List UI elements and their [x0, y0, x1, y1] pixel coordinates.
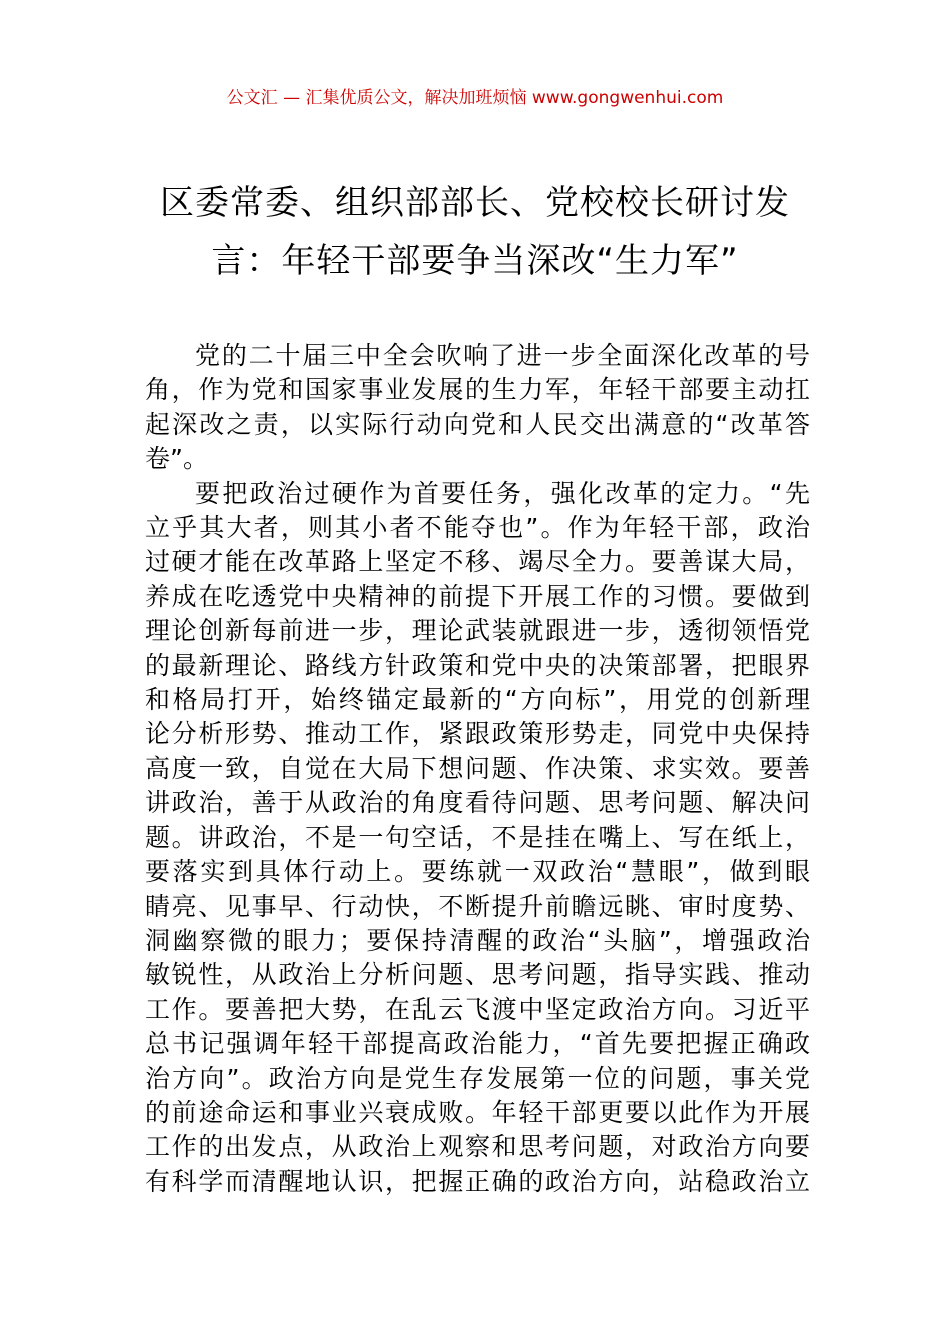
text-line: 高度一致，自觉在大局下想问题、作决策、求实效。要善 — [145, 753, 810, 783]
text-line: 治方向”。政治方向是党生存发展第一位的问题，事关党 — [145, 1063, 810, 1093]
text-line: 洞幽察微的眼力；要保持清醒的政治“头脑”，增强政治 — [145, 925, 810, 955]
text-line: 总书记强调年轻干部提高政治能力，“首先要把握正确政 — [145, 1029, 810, 1059]
title-line-1: 区委常委、组织部部长、党校校长研讨发 — [160, 183, 790, 223]
text-line: 论分析形势、推动工作，紧跟政策形势走，同党中央保持 — [145, 719, 810, 749]
text-line: 敏锐性，从政治上分析问题、思考问题，指导实践、推动 — [145, 960, 810, 990]
header-banner: 公文汇 — 汇集优质公文，解决加班烦恼 www.gongwenhui.com — [226, 88, 724, 108]
text-line: 工作的出发点，从政治上观察和思考问题，对政治方向要 — [145, 1132, 810, 1162]
text-line: 理论创新每前进一步，理论武装就跟进一步，透彻领悟党 — [145, 616, 810, 646]
text-line: 立乎其大者，则其小者不能夺也”。作为年轻干部，政治 — [145, 513, 810, 543]
text-line: 起深改之责，以实际行动向党和人民交出满意的“改革答 — [145, 409, 810, 439]
text-line: 题。讲政治，不是一句空话，不是挂在嘴上、写在纸上， — [145, 822, 810, 852]
text-line: 有科学而清醒地认识，把握正确的政治方向，站稳政治立 — [145, 1166, 810, 1196]
document-title — [120, 174, 830, 290]
paragraph-intro — [145, 339, 810, 477]
title-line-2: 言：年轻干部要争当深改“生力军” — [211, 241, 739, 281]
text-line: 讲政治，善于从政治的角度看待问题、思考问题、解决问 — [145, 788, 810, 818]
text-line: 要落实到具体行动上。要练就一双政治“慧眼”，做到眼 — [145, 857, 810, 887]
text-line: 角，作为党和国家事业发展的生力军，年轻干部要主动扛 — [145, 375, 810, 405]
text-line: 养成在吃透党中央精神的前提下开展工作的习惯。要做到 — [145, 581, 810, 611]
text-line: 工作。要善把大势，在乱云飞渡中坚定政治方向。习近平 — [145, 994, 810, 1024]
text-line: 睛亮、见事早、行动快，不断提升前瞻远眺、审时度势、 — [145, 891, 810, 921]
document-body — [145, 339, 810, 1199]
paragraph-political — [145, 477, 810, 1200]
text-line: 的最新理论、路线方针政策和党中央的决策部署，把眼界 — [145, 650, 810, 680]
text-line: 和格局打开，始终锚定最新的“方向标”，用党的创新理 — [145, 685, 810, 715]
text-line: 的前途命运和事业兴衰成败。年轻干部更要以此作为开展 — [145, 1097, 810, 1127]
text-line: 党的二十届三中全会吹响了进一步全面深化改革的号 — [195, 341, 810, 370]
text-line: 要把政治过硬作为首要任务，强化改革的定力。“先 — [195, 478, 810, 508]
text-line: 卷”。 — [145, 444, 208, 474]
text-line: 过硬才能在改革路上坚定不移、竭尽全力。要善谋大局， — [145, 547, 810, 577]
